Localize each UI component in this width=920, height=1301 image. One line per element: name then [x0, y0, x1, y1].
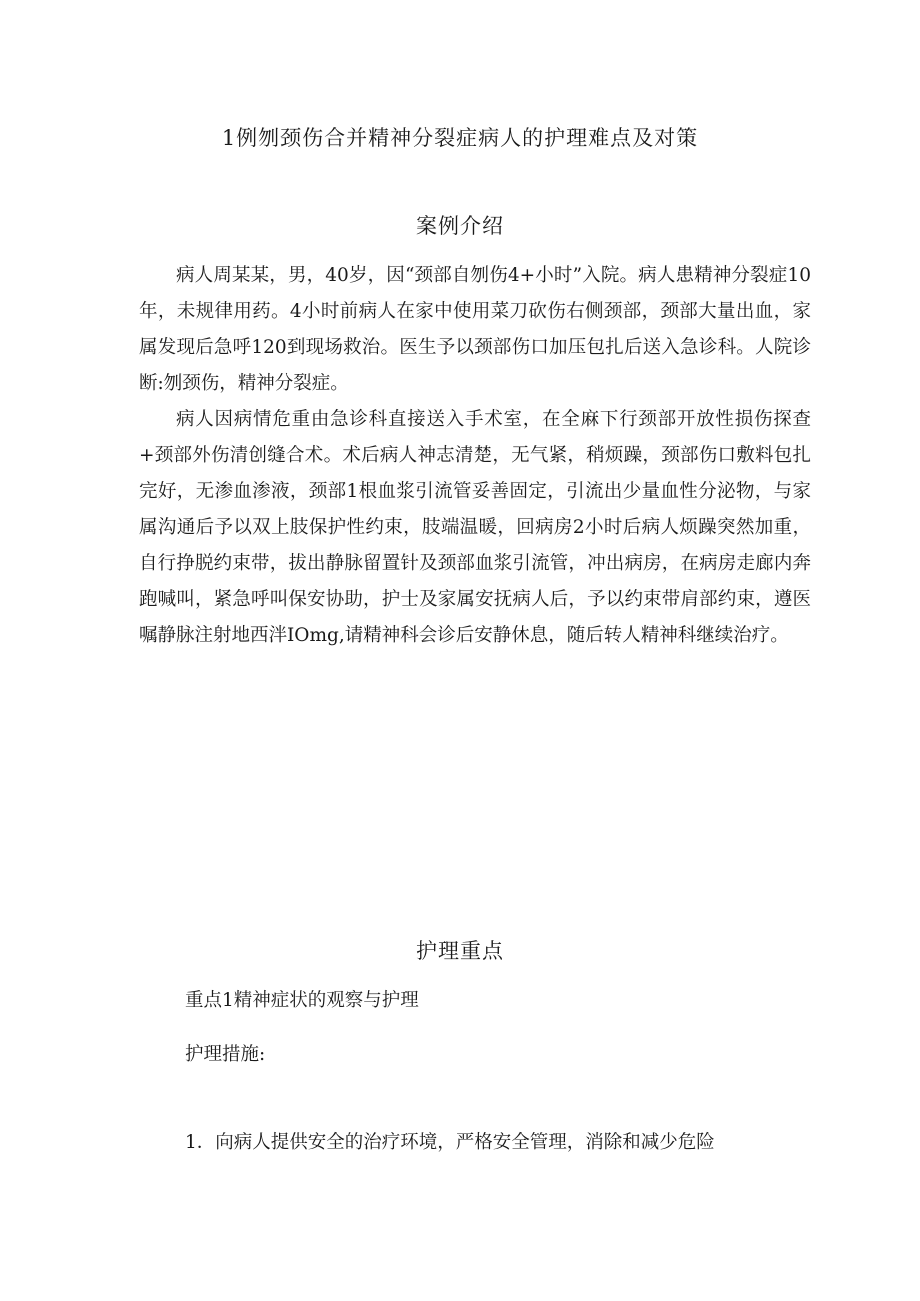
case-paragraph: 病人周某某，男，40岁，因“颈部自刎伤4+小时”入院。病人患精神分裂症10年，未规律用药。4小时前病人在家中使用菜刀砍伤右侧颈部，颈部大量出血，家属发现后急呼120到现场救治。医生予以颈部伤口加压包扎后送入急诊科。人院诊断:刎颈伤，精神分裂症。 [139, 265, 811, 394]
case-intro-body [139, 258, 811, 654]
document-title: 1例刎颈伤合并精神分裂症病人的护理难点及对策 [221, 126, 699, 150]
measure-item-1: 1．向病人提供安全的治疗环境，严格安全管理，消除和减少危险 [185, 1132, 715, 1153]
section-heading-case-intro: 案例介绍 [416, 214, 504, 238]
case-paragraph: 病人因病情危重由急诊科直接送入手术室，在全麻下行颈部开放性损伤探查+颈部外伤清创缝合术。术后病人神志清楚，无气紧，稍烦躁，颈部伤口敷料包扎完好，无渗血渗液，颈部1根血浆引流管妥善固定，引流出少量血性分泌物，与家属沟通后予以双上肢保护性约束，肢端温暖，回病房2小时后病人烦躁突然加重，自行挣脱约束带，拔出静脉留置针及颈部血浆引流管，冲出病房，在病房走廊内奔跑喊叫，紧急呼叫保安协助，护士及家属安抚病人后，予以约束带肩部约束，遵医嘱静脉注射地西泮IOmg,请精神科会诊后安静休息，随后转人精神科继续治疗。 [139, 409, 811, 646]
focus-item-1: 重点1精神症状的观察与护理 [185, 990, 419, 1011]
measures-label: 护理措施: [185, 1044, 266, 1065]
section-heading-nursing-focus: 护理重点 [416, 939, 504, 963]
